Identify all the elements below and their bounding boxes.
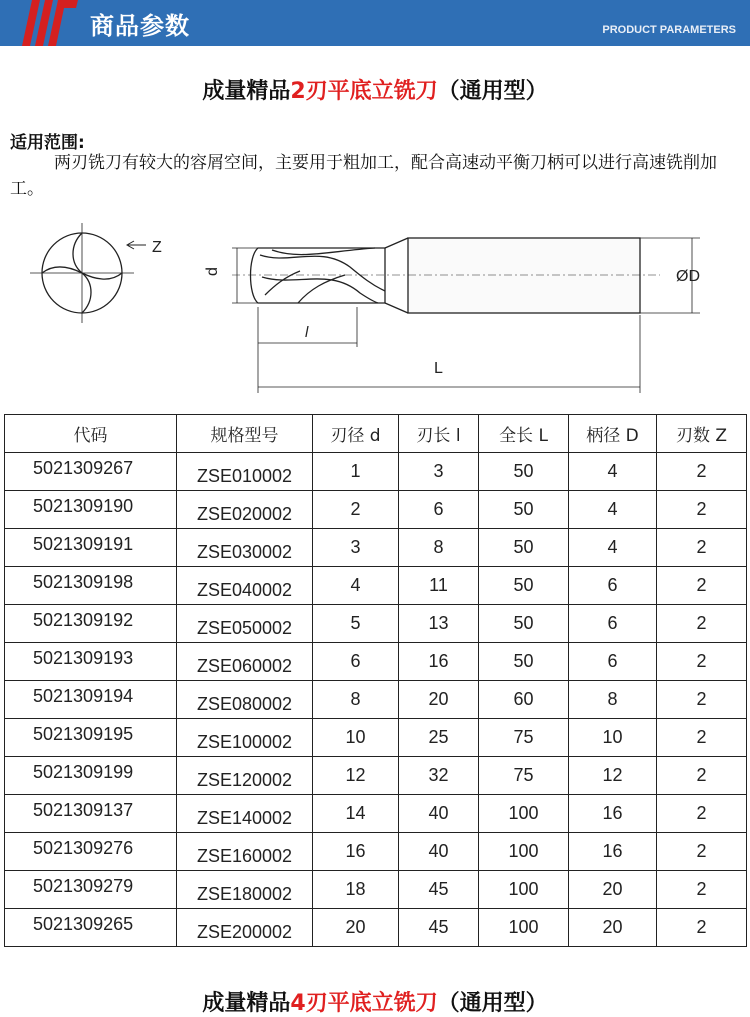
table-cell: 40 [399,795,479,833]
table-row [5,567,747,605]
table-cell: ZSE160002 [177,833,313,871]
table-cell: 5021309191 [5,529,177,567]
table-row [5,757,747,795]
end-view-drawing [30,223,134,323]
table-cell: 60 [479,681,569,719]
table-cell: 12 [569,757,657,795]
table-cell: ZSE060002 [177,643,313,681]
column-header: 代码 [5,415,177,453]
table-cell: 5021309267 [5,453,177,491]
table-cell: 20 [569,871,657,909]
table-cell: 50 [479,567,569,605]
table-row [5,643,747,681]
column-header: 刃径 d [313,415,399,453]
brand-logo-icon [18,0,80,46]
next-heading-suffix: （通用型） [437,991,548,1016]
table-cell: 6 [313,643,399,681]
table-cell: 75 [479,719,569,757]
table-cell: 8 [313,681,399,719]
table-cell: 2 [657,795,747,833]
table-cell: 50 [479,453,569,491]
table-row [5,453,747,491]
label-l: l [305,324,309,341]
table-cell: 50 [479,605,569,643]
table-cell: ZSE030002 [177,529,313,567]
table-row [5,605,747,643]
table-cell: 5021309265 [5,909,177,947]
table-row [5,681,747,719]
table-cell: 2 [657,681,747,719]
table-cell: 16 [569,795,657,833]
table-cell: 6 [569,605,657,643]
table-cell: 40 [399,833,479,871]
next-heading-accent: 4刃平底立铣刀 [290,991,438,1016]
table-cell: ZSE180002 [177,871,313,909]
table-cell: 2 [657,529,747,567]
table-cell: 2 [657,871,747,909]
table-cell: 5021309137 [5,795,177,833]
side-view-drawing [251,238,641,313]
table-cell: 5021309279 [5,871,177,909]
table-cell: 4 [569,491,657,529]
table-cell: 2 [657,909,747,947]
table-cell: 50 [479,529,569,567]
table-row [5,719,747,757]
table-cell: 2 [313,491,399,529]
table-cell: 5021309192 [5,605,177,643]
table-cell: 5021309198 [5,567,177,605]
next-product-heading [0,986,750,1017]
column-header: 刃数 Z [657,415,747,453]
table-cell: 45 [399,909,479,947]
table-cell: 32 [399,757,479,795]
table-cell: 5021309193 [5,643,177,681]
end-mill-diagram [0,215,750,405]
spec-table [4,414,747,947]
table-cell: 100 [479,833,569,871]
usage-description: 两刃铣刀有较大的容屑空间，主要用于粗加工，配合高速动平衡刀柄可以进行高速铣削加工。 [10,153,717,199]
table-cell: ZSE200002 [177,909,313,947]
table-header-row [5,415,747,453]
table-cell: 4 [313,567,399,605]
table-cell: 16 [399,643,479,681]
table-cell: 20 [313,909,399,947]
table-cell: 5 [313,605,399,643]
table-cell: 6 [399,491,479,529]
table-cell: 45 [399,871,479,909]
table-cell: 13 [399,605,479,643]
table-cell: 2 [657,567,747,605]
table-row [5,833,747,871]
table-row [5,909,747,947]
usage-label: 适用范围: [10,133,85,153]
table-cell: 20 [399,681,479,719]
table-cell: 2 [657,605,747,643]
table-cell: 3 [399,453,479,491]
table-cell: 50 [479,643,569,681]
table-cell: 20 [569,909,657,947]
table-row [5,795,747,833]
table-cell: 4 [569,529,657,567]
table-cell: 12 [313,757,399,795]
table-cell: ZSE050002 [177,605,313,643]
label-d: d [204,267,221,276]
table-cell: 11 [399,567,479,605]
table-cell: 18 [313,871,399,909]
label-phi-d: ØD [676,268,700,285]
table-cell: 2 [657,757,747,795]
table-cell: 2 [657,719,747,757]
table-cell: 2 [657,453,747,491]
table-cell: 10 [313,719,399,757]
column-header: 规格型号 [177,415,313,453]
table-cell: 2 [657,833,747,871]
heading-accent: 2刃平底立铣刀 [290,79,438,104]
table-cell: 1 [313,453,399,491]
table-cell: 100 [479,795,569,833]
table-cell: 16 [313,833,399,871]
table-cell: 5021309194 [5,681,177,719]
table-cell: ZSE080002 [177,681,313,719]
table-cell: 16 [569,833,657,871]
table-cell: 100 [479,909,569,947]
column-header: 全长 L [479,415,569,453]
table-cell: ZSE120002 [177,757,313,795]
table-cell: ZSE100002 [177,719,313,757]
table-cell: 25 [399,719,479,757]
heading-suffix: （通用型） [437,79,548,104]
product-heading [0,74,750,105]
table-cell: 5021309199 [5,757,177,795]
table-cell: 5021309190 [5,491,177,529]
table-cell: 14 [313,795,399,833]
table-cell: 2 [657,491,747,529]
table-cell: 8 [569,681,657,719]
table-cell: 4 [569,453,657,491]
heading-prefix: 成量精品 [202,79,291,104]
table-cell: ZSE010002 [177,453,313,491]
table-cell: ZSE020002 [177,491,313,529]
column-header: 刃长 l [399,415,479,453]
table-cell: 6 [569,567,657,605]
table-cell: 100 [479,871,569,909]
table-row [5,491,747,529]
banner-subtitle: PRODUCT PARAMETERS [602,24,736,36]
table-cell: 2 [657,643,747,681]
table-cell: ZSE140002 [177,795,313,833]
table-cell: 10 [569,719,657,757]
table-cell: ZSE040002 [177,567,313,605]
section-banner [0,0,750,46]
table-row [5,529,747,567]
table-cell: 8 [399,529,479,567]
table-cell: 5021309276 [5,833,177,871]
table-cell: 3 [313,529,399,567]
table-cell: 50 [479,491,569,529]
table-row [5,871,747,909]
table-cell: 5021309195 [5,719,177,757]
column-header: 柄径 D [569,415,657,453]
banner-title: 商品参数 [90,12,190,40]
label-L: L [434,360,443,377]
label-z: Z [152,239,162,256]
table-cell: 75 [479,757,569,795]
next-heading-prefix: 成量精品 [202,991,291,1016]
table-cell: 6 [569,643,657,681]
